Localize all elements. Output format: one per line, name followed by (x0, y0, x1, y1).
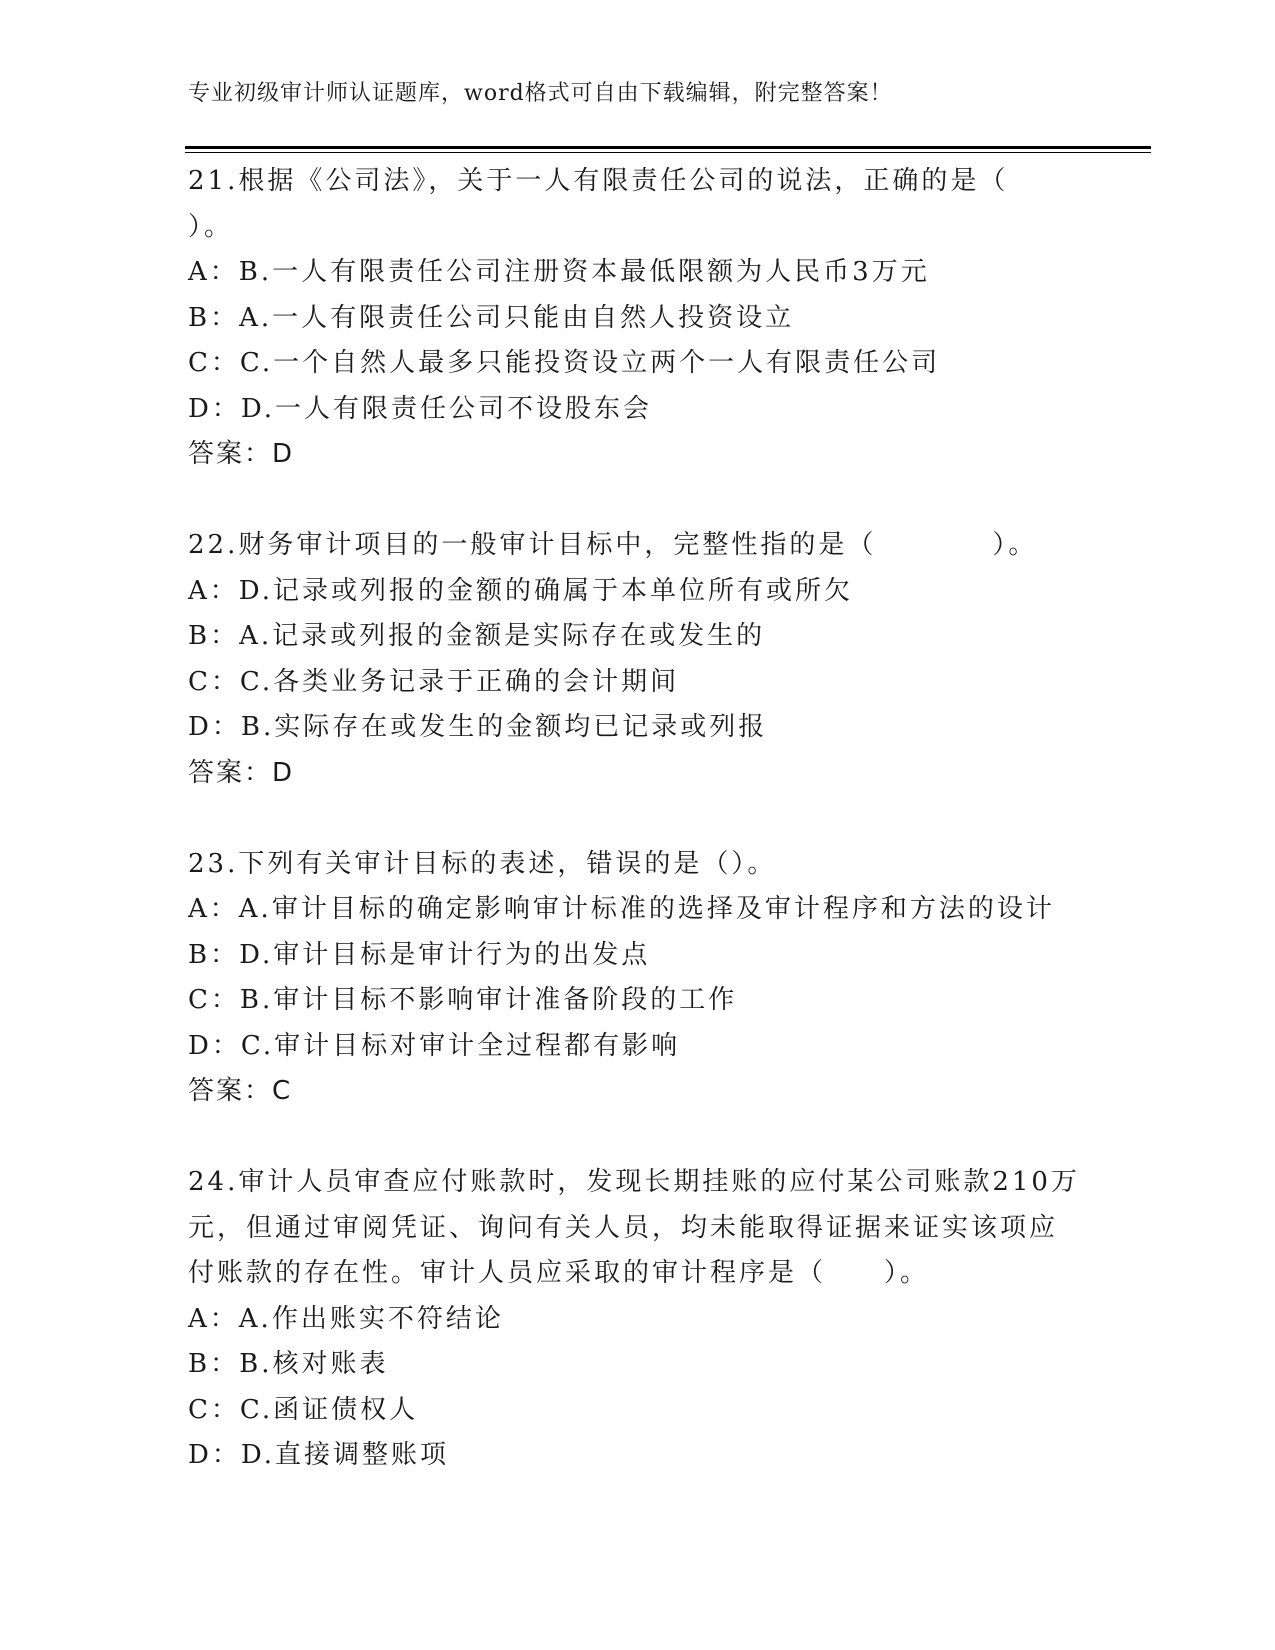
page-header: 专业初级审计师认证题库，word格式可自由下载编辑，附完整答案！ (188, 81, 893, 106)
option-a: A：B.一人有限责任公司注册资本最低限额为人民币3万元 (188, 257, 930, 287)
option-b: B：B.核对账表 (188, 1349, 389, 1379)
option-a: A：D.记录或列报的金额的确属于本单位所有或所欠 (188, 575, 853, 606)
question-stem: 元，但通过审阅凭证、询问有关人员，均未能取得证据来证实该项应 (188, 1212, 1059, 1243)
question-stem: ）。 (188, 211, 234, 242)
question-stem: 21.根据《公司法》，关于一人有限责任公司的说法，正确的是（ (188, 166, 1009, 196)
question-list (188, 159, 1088, 1479)
spacer (188, 478, 1088, 524)
option-b: B：D.审计目标是审计行为的出发点 (188, 939, 651, 970)
option-a: A：A.作出账实不符结论 (188, 1303, 504, 1334)
answer: 答案：D (188, 439, 295, 469)
question-stem: 24.审计人员审查应付账款时，发现长期挂账的应付某公司账款210万 (188, 1167, 1080, 1197)
option-c: C：C.一个自然人最多只能投资设立两个一人有限责任公司 (188, 348, 941, 378)
question-stem: 23.下列有关审计目标的表述，错误的是（）。 (188, 848, 777, 879)
spacer (188, 796, 1088, 842)
answer: 答案：C (188, 1076, 293, 1106)
header-rule-thin (185, 152, 1151, 153)
spacer (188, 1115, 1088, 1161)
option-c: C：C.函证债权人 (188, 1394, 419, 1425)
question-23 (188, 842, 1088, 1115)
option-d: D：B.实际存在或发生的金额均已记录或列报 (188, 712, 768, 742)
question-22 (188, 523, 1088, 796)
option-d: D：D.直接调整账项 (188, 1440, 450, 1470)
option-c: C：B.审计目标不影响审计准备阶段的工作 (188, 985, 738, 1015)
header-rule-thick (185, 146, 1151, 149)
option-d: D：C.审计目标对审计全过程都有影响 (188, 1030, 681, 1061)
question-stem: 付账款的存在性。审计人员应采取的审计程序是（ ）。 (188, 1258, 930, 1288)
question-stem: 22.财务审计项目的一般审计目标中，完整性指的是（ ）。 (188, 530, 1038, 560)
option-b: B：A.记录或列报的金额是实际存在或发生的 (188, 621, 766, 651)
question-21 (188, 159, 1088, 478)
option-b: B：A.一人有限责任公司只能由自然人投资设立 (188, 302, 795, 333)
option-a: A：A.审计目标的确定影响审计标准的选择及审计程序和方法的设计 (188, 894, 1055, 924)
option-c: C：C.各类业务记录于正确的会计期间 (188, 666, 680, 697)
question-24 (188, 1160, 1088, 1479)
option-d: D：D.一人有限责任公司不设股东会 (188, 393, 653, 424)
answer: 答案：D (188, 757, 295, 788)
